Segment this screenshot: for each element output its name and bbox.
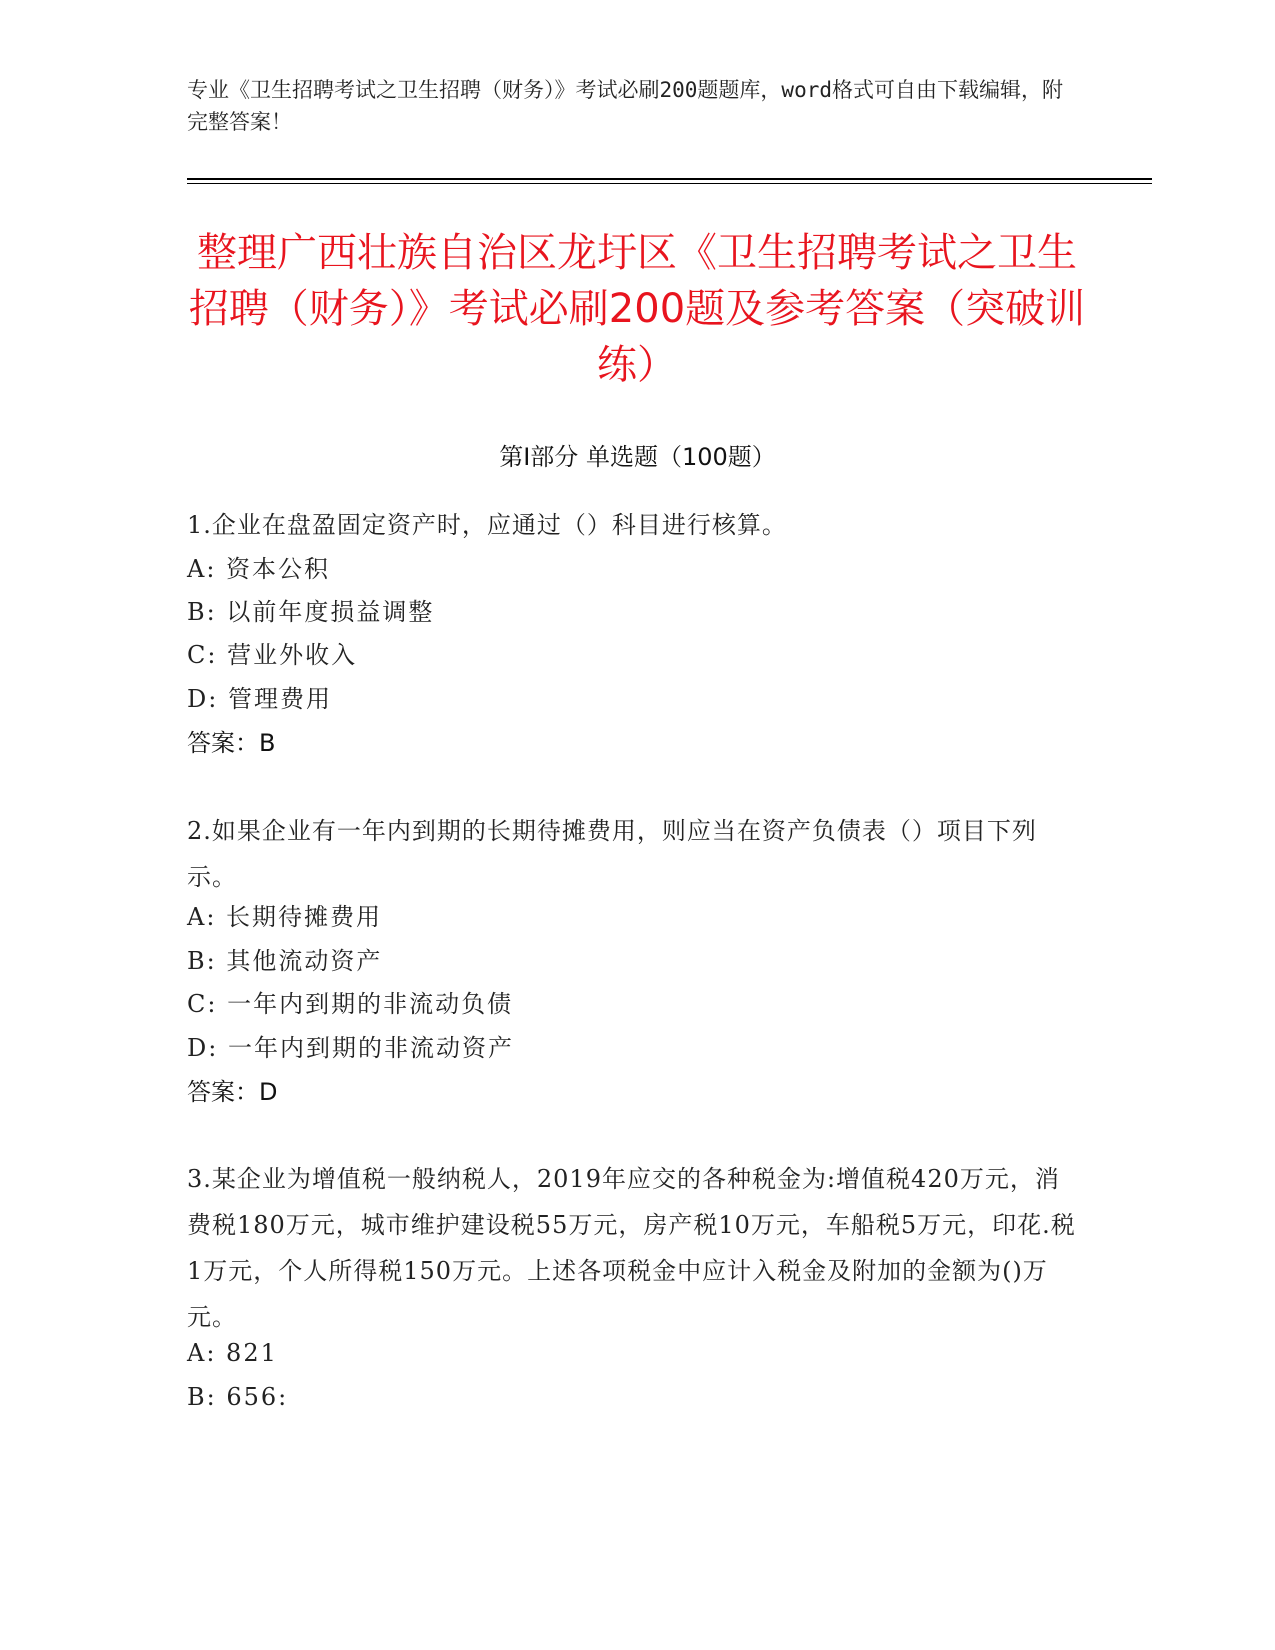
section-heading: 第Ⅰ部分 单选题（100题） — [499, 443, 776, 471]
question-2-option-d: D: 一年内到期的非流动资产 — [187, 1034, 514, 1062]
question-2-option-c: C: 一年内到期的非流动负债 — [187, 990, 514, 1018]
question-1-option-d: D: 管理费用 — [187, 685, 332, 713]
question-1-option-b: B: 以前年度损益调整 — [187, 598, 435, 626]
header-rule-thick — [187, 178, 1152, 180]
header-rule-thin — [187, 183, 1152, 184]
document-title: 整理广西壮族自治区龙圩区《卫生招聘考试之卫生招聘（财务）》考试必刷200题及参考答案（突破训练） — [188, 230, 1086, 388]
question-3-option-a: A: 821 — [187, 1339, 278, 1367]
question-2-answer: 答案：D — [187, 1078, 278, 1106]
question-3-option-b: B: 656: — [187, 1383, 289, 1411]
question-2-option-b: B: 其他流动资产 — [187, 947, 383, 975]
question-1-answer: 答案：B — [187, 729, 276, 757]
question-1-text: 1.企业在盘盈固定资产时，应通过（）科目进行核算。 — [187, 511, 787, 539]
question-1-option-c: C: 营业外收入 — [187, 641, 358, 669]
question-2-text: 2.如果企业有一年内到期的长期待摊费用，则应当在资产负债表（）项目下列示。 — [187, 817, 1037, 891]
question-1-option-a: A: 资本公积 — [187, 555, 331, 583]
question-3-text: 3.某企业为增值税一般纳税人，2019年应交的各种税金为:增值税420万元，消费税180万元，城市维护建设税55万元，房产税10万元，车船税5万元，印花.税1万元，个人所得税150万元。上述各项税金中应计入税金及附加的金额为()万元。 — [187, 1165, 1076, 1331]
header-note: 专业《卫生招聘考试之卫生招聘（财务）》考试必刷200题题库，word格式可自由下载编辑，附完整答案！ — [187, 78, 1063, 134]
question-2-option-a: A: 长期待摊费用 — [187, 903, 383, 931]
